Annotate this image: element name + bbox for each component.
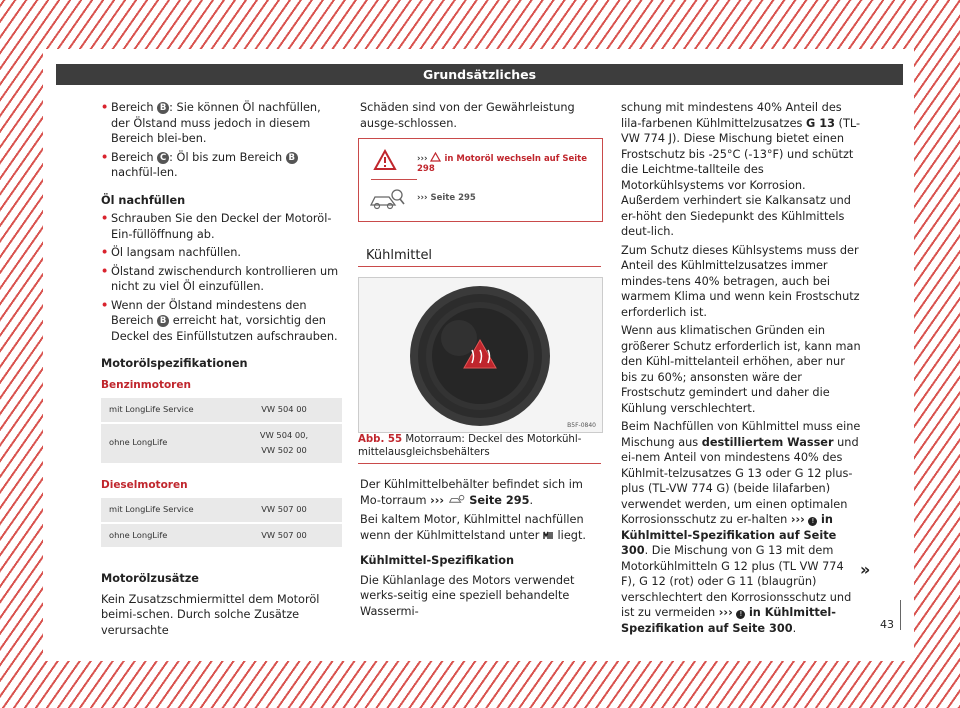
- warning-box: [358, 138, 603, 222]
- bullet-range-b: • Bereich B : Sie können Öl nachfüllen, der Ölstand muss jedoch in diesem Bereich blei-ben.: [101, 100, 341, 147]
- fill-step: • Wenn der Ölstand mindestens den Bereich B erreicht hat, vorsichtig den Deckel des Einfüllstutzen aufschrauben.: [101, 298, 341, 345]
- alert-icon: !: [736, 610, 745, 619]
- fill-step: • Öl langsam nachfüllen.: [101, 245, 341, 261]
- spec-link[interactable]: in Kühlmittel-Spezifikation auf Seite 300: [621, 513, 837, 557]
- column-left: [101, 100, 341, 638]
- paragraph: Wenn aus klimatischen Gründen ein größerer Schutz erforderlich ist, kann man den Kühl-mittelanteil erhöhen, aber nur bis zu 60%; ansonsten wäre der Frostschutz gemindert und daher die Kühlung verschlechtert.: [621, 324, 861, 415]
- table-row: [101, 498, 342, 523]
- table-row: [101, 423, 342, 464]
- spec-value: VW 507 00: [226, 523, 342, 549]
- marker-b: B: [157, 102, 169, 114]
- figure-coolant-cap: [358, 277, 603, 433]
- petrol-engines-label: Benzinmotoren: [101, 378, 191, 391]
- min-level-icon: [543, 530, 554, 540]
- diesel-spec-table: [101, 498, 342, 549]
- divider: [371, 179, 417, 180]
- spec-value: VW 504 00: [226, 398, 342, 423]
- coolant-spec-heading: Kühlmittel-Spezifikation: [360, 554, 515, 567]
- marker-b: B: [157, 315, 169, 327]
- warning-triangle-icon: [373, 149, 397, 171]
- figure-label: Abb. 55: [358, 434, 403, 445]
- warning-triangle-icon: [430, 152, 441, 162]
- spec-name: mit LongLife Service: [101, 398, 226, 423]
- spec-name: ohne LongLife: [101, 423, 226, 464]
- fill-step: • Schrauben Sie den Deckel der Motoröl-Ein-füllöffnung ab.: [101, 211, 341, 242]
- fill-step: • Ölstand zwischendurch kontrollieren um nicht zu viel Öl einzufüllen.: [101, 264, 341, 295]
- footer-divider: [900, 600, 901, 630]
- figure-caption: [358, 433, 601, 464]
- paragraph: schung mit mindestens 40% Anteil des lila-farbenen Kühlmittelzusatzes G 13 (TL-VW 774 J). Diese Mischung bietet einen Frostschutz bis -25°C (-13°F) und schützt die Leichtme-tallteile des Motorkühlsystems vor Korrosion. Außerdem verhindert sie Kalkansatz und er-höht den Siedepunkt des Kühlmittels deut-lich.: [621, 101, 861, 238]
- alert-icon: !: [808, 517, 817, 526]
- section-title-bar: [358, 244, 601, 267]
- figure-code: B5F-0840: [567, 422, 596, 429]
- page-number: 43: [880, 618, 894, 631]
- coolant-cap-image: [359, 278, 602, 432]
- oil-fill-heading: Öl nachfüllen: [101, 193, 186, 207]
- section-title: Kühlmittel: [366, 248, 433, 263]
- spec-link[interactable]: in Kühlmittel-Spezifikation auf Seite 300: [621, 606, 836, 635]
- paragraph: Der Kühlmittelbehälter befindet sich im Mo-torraum ››› Seite 295.: [360, 478, 583, 507]
- additives-heading: Motorölzusätze: [101, 572, 199, 585]
- oil-spec-heading: Motorölspezifikationen: [101, 357, 248, 370]
- warning-link[interactable]: ››› in Motoröl wechseln auf Seite 298: [417, 154, 588, 174]
- spec-name: mit LongLife Service: [101, 498, 226, 523]
- marker-c: C: [157, 152, 169, 164]
- spec-name: ohne LongLife: [101, 523, 226, 549]
- column-right: [621, 100, 861, 636]
- table-row: [101, 523, 342, 549]
- marker-b: B: [286, 152, 298, 164]
- paragraph: Die Kühlanlage des Motors verwendet werks-seitig eine speziell behandelte Wassermi-: [360, 573, 575, 618]
- car-search-icon: [448, 494, 466, 505]
- page-link[interactable]: ››› Seite 295: [417, 193, 476, 203]
- petrol-spec-table: [101, 398, 342, 465]
- spec-value: VW 507 00: [226, 498, 342, 523]
- page-link[interactable]: Seite 295: [469, 493, 530, 507]
- table-row: [101, 398, 342, 423]
- diesel-engines-label: Dieselmotoren: [101, 478, 188, 491]
- bullet-range-c: • Bereich C : Öl bis zum Bereich B nachfül-len.: [101, 150, 341, 181]
- warranty-text: Schäden sind von der Gewährleistung ausge-schlossen.: [360, 101, 575, 130]
- paragraph: Zum Schutz dieses Kühlsystems muss der Anteil des Kühlmittelzusatzes immer mindes-tens 40% betragen, auch bei warmem Klima und wenn kein Frostschutz erforderlich ist.: [621, 243, 860, 319]
- additives-text: Kein Zusatzschmiermittel dem Motoröl beimi-schen. Durch solche Zusätze verursachte: [101, 592, 320, 637]
- spec-value: VW 504 00, VW 502 00: [226, 423, 342, 464]
- paragraph: Beim Nachfüllen von Kühlmittel muss eine Mischung aus destilliertem Wasser und ei-nem Anteil von mindestens 40% des Kühlmit-telzusatzes G 13 oder G 12 plus-plus (TL-VW 774 G) (beide lilafarben) verwendet werden, um einen optimalen Korrosionsschutz zu er-halten ››› ! in Kühlmittel-Spezifikation auf Seite 300. Die Mischung von G 13 mit dem Motorkühlmitteln G 12 plus (TL VW 774 F), G 12 (rot) oder G 11 (blaugrün) verschlechtert den Korrosionsschutz und ist zu vermeiden ››› ! in Kühlmittel-Spezifikation auf Seite 300.: [621, 420, 861, 635]
- continue-mark: »: [860, 560, 871, 579]
- page-header: Grundsätzliches: [56, 64, 903, 85]
- caption-text: Motorraum: Deckel des Motorkühl-mittelausgleichsbehälters: [358, 434, 582, 458]
- paragraph: Bei kaltem Motor, Kühlmittel nachfüllen wenn der Kühlmittelstand unter liegt.: [360, 513, 586, 542]
- car-search-icon: [369, 187, 405, 211]
- column-middle: [360, 100, 602, 131]
- coolant-text: [360, 477, 602, 619]
